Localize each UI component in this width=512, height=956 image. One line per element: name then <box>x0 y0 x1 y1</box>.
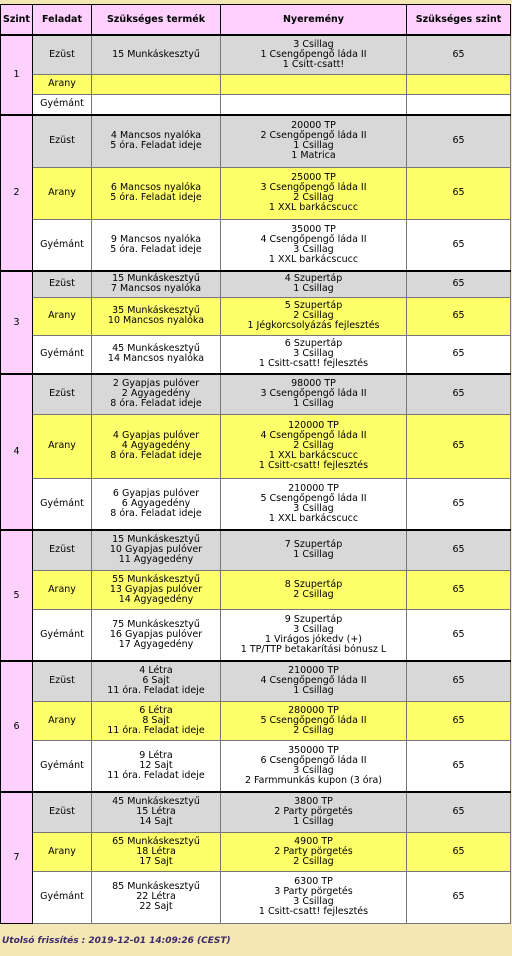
product-line: 7 Mancsos nyalóka <box>110 283 202 295</box>
reward-line: 1 XXL barkácscucc <box>268 512 359 524</box>
product-cell <box>92 271 221 297</box>
reward-line: 3 Csengőpengő láda II <box>260 182 367 193</box>
reward-cell <box>221 414 407 478</box>
reward-line: 3 Csillag <box>293 243 334 255</box>
table-row <box>1 35 511 74</box>
task-type-cell: Arany <box>33 832 92 871</box>
required-level-cell: 65 <box>407 414 511 478</box>
reward-line: 1 Csillag <box>293 816 334 828</box>
required-level-cell: 65 <box>407 701 511 740</box>
table-row <box>1 115 511 167</box>
product-cell <box>92 297 221 335</box>
reward-line: 210000 TP <box>288 665 339 677</box>
required-level-cell: 65 <box>407 374 511 414</box>
task-type-cell: Arany <box>33 74 92 94</box>
product-line: 13 Gyapjas pulóver <box>109 583 203 595</box>
table-row <box>1 374 511 414</box>
product-line: 45 Munkáskesztyű <box>112 796 200 808</box>
product-cell <box>92 414 221 478</box>
reward-line: 1 Csitt-csatt! fejlesztés <box>258 460 369 471</box>
product-line: 6 Mancsos nyalóka <box>110 182 202 193</box>
reward-line: 3 Csillag <box>293 764 334 776</box>
task-type-cell: Ezüst <box>33 35 92 74</box>
product-line: 12 Sajt <box>139 759 173 771</box>
table-body <box>1 35 511 923</box>
last-updated: Utolsó frissítés : 2019-12-01 14:09:26 (CEST) <box>2 936 231 946</box>
product-line: 35 Munkáskesztyű <box>112 305 200 316</box>
product-line: 85 Munkáskesztyű <box>112 881 200 892</box>
reward-line: 3 Csillag <box>293 38 334 50</box>
reward-line: 2 Csillag <box>293 310 334 321</box>
product-cell <box>92 167 221 219</box>
reward-line: 1 Csitt-csatt! fejlesztés <box>258 906 369 917</box>
reward-line: 1 Virágos jókedv (+) <box>264 633 363 645</box>
reward-cell <box>221 570 407 609</box>
product-cell <box>92 871 221 923</box>
reward-cell <box>221 871 407 923</box>
reward-line: 350000 TP <box>288 744 339 756</box>
product-cell <box>92 374 221 414</box>
required-level-cell: 65 <box>407 661 511 701</box>
product-line: 11 óra. Feladat ideje <box>107 769 205 781</box>
reward-line: 4 Szupertáp <box>284 273 343 285</box>
product-line: 9 Létra <box>139 749 173 761</box>
required-level-cell: 65 <box>407 167 511 219</box>
reward-line: 1 XXL barkácscucc <box>268 253 359 265</box>
table-row <box>1 335 511 374</box>
product-line: 45 Munkáskesztyű <box>112 343 200 355</box>
reward-line: 1 Csengőpengő láda II <box>260 48 367 60</box>
reward-line: 4 Csengőpengő láda II <box>260 675 367 687</box>
reward-line: 9 Szupertáp <box>284 613 343 625</box>
product-cell <box>92 530 221 570</box>
product-line: 65 Munkáskesztyű <box>112 835 200 847</box>
header-task: Feladat <box>33 5 92 36</box>
level-cell: 7 <box>1 792 33 923</box>
reward-line: 4900 TP <box>294 835 333 847</box>
product-cell <box>92 609 221 661</box>
required-level-cell: 65 <box>407 335 511 374</box>
required-level-cell: 65 <box>407 570 511 609</box>
product-line: 11 óra. Feladat ideje <box>107 685 205 697</box>
reward-cell <box>221 35 407 74</box>
reward-cell <box>221 335 407 374</box>
product-line: 6 Agyagedény <box>121 497 191 509</box>
required-level-cell: 65 <box>407 740 511 792</box>
reward-line: 1 Csillag <box>293 140 334 152</box>
product-line: 14 Mancsos nyalóka <box>107 353 205 365</box>
reward-line: 1 XXL barkácscucc <box>268 202 359 213</box>
reward-cell <box>221 271 407 297</box>
product-line: 10 Mancsos nyalóka <box>107 315 205 326</box>
required-level-cell: 65 <box>407 219 511 271</box>
task-type-cell: Gyémánt <box>33 219 92 271</box>
reward-cell <box>221 832 407 871</box>
product-line: 2 Gyapjas pulóver <box>112 378 200 390</box>
reward-cell <box>221 740 407 792</box>
reward-cell <box>221 115 407 167</box>
product-line: 4 Létra <box>139 665 173 677</box>
product-cell <box>92 570 221 609</box>
product-line: 17 Sajt <box>139 855 173 867</box>
product-line: 8 Sajt <box>142 714 170 726</box>
reward-line: 1 XXL barkácscucc <box>268 450 359 461</box>
table-row <box>1 832 511 871</box>
product-line: 8 óra. Feladat ideje <box>110 507 202 519</box>
product-line: 8 óra. Feladat ideje <box>110 398 202 410</box>
reward-line: 4 Csengőpengő láda II <box>260 233 367 245</box>
reward-line: 5 Szupertáp <box>284 300 343 311</box>
task-type-cell: Gyémánt <box>33 478 92 530</box>
product-line: 14 Agyagedény <box>118 593 194 605</box>
task-type-cell: Arany <box>33 167 92 219</box>
reward-line: 98000 TP <box>291 378 336 390</box>
reward-line: 2 Csillag <box>293 192 334 203</box>
task-type-cell: Ezüst <box>33 530 92 570</box>
task-type-cell: Ezüst <box>33 271 92 297</box>
task-type-cell: Gyémánt <box>33 871 92 923</box>
table-row <box>1 661 511 701</box>
reward-line: 35000 TP <box>291 223 336 235</box>
level-cell: 4 <box>1 374 33 530</box>
product-line: 14 Sajt <box>139 816 173 828</box>
reward-line: 3 Csillag <box>293 348 334 360</box>
reward-cell <box>221 374 407 414</box>
reward-cell <box>221 94 407 115</box>
table-row <box>1 94 511 115</box>
reward-line: 3 Party pörgetés <box>274 886 353 897</box>
reward-line: 6 Szupertáp <box>284 338 343 350</box>
product-cell <box>92 219 221 271</box>
table-row <box>1 271 511 297</box>
reward-line: 5 Csengőpengő láda II <box>260 714 367 726</box>
reward-line: 3800 TP <box>294 796 333 808</box>
level-cell: 6 <box>1 661 33 792</box>
reward-line: 6 Csengőpengő láda II <box>260 754 367 766</box>
reward-line: 4 Csengőpengő láda II <box>260 430 367 441</box>
task-type-cell: Arany <box>33 414 92 478</box>
reward-line: 7 Szupertáp <box>284 539 343 551</box>
table-row <box>1 871 511 923</box>
product-cell <box>92 478 221 530</box>
task-type-cell: Gyémánt <box>33 94 92 115</box>
required-level-cell: 65 <box>407 530 511 570</box>
reward-line: 1 Csitt-csatt! <box>282 58 345 70</box>
reward-line: 2 Csillag <box>293 855 334 867</box>
task-type-cell: Ezüst <box>33 115 92 167</box>
required-level-cell <box>407 74 511 94</box>
header-row <box>1 5 511 36</box>
task-type-cell: Ezüst <box>33 661 92 701</box>
level-cell: 3 <box>1 271 33 374</box>
product-line: 6 Gyapjas pulóver <box>112 487 200 499</box>
reward-cell <box>221 74 407 94</box>
required-level-cell: 65 <box>407 792 511 832</box>
reward-line: 210000 TP <box>288 482 339 494</box>
required-level-cell <box>407 94 511 115</box>
product-line: 5 óra. Feladat ideje <box>110 243 202 255</box>
task-type-cell: Arany <box>33 701 92 740</box>
reward-cell <box>221 792 407 832</box>
task-type-cell: Ezüst <box>33 792 92 832</box>
reward-line: 2 Csillag <box>293 440 334 451</box>
product-line: 9 Mancsos nyalóka <box>110 233 202 245</box>
reward-cell <box>221 167 407 219</box>
required-level-cell: 65 <box>407 35 511 74</box>
reward-line: 5 Csengőpengő láda II <box>260 492 367 504</box>
reward-cell <box>221 701 407 740</box>
table-row <box>1 297 511 335</box>
product-cell <box>92 701 221 740</box>
reward-line: 1 Csitt-csatt! fejlesztés <box>258 358 369 370</box>
header-level: Szint <box>1 5 33 36</box>
level-cell: 2 <box>1 115 33 271</box>
reward-line: 8 Szupertáp <box>284 578 343 590</box>
product-line: 11 Agyagedény <box>118 554 194 566</box>
product-cell <box>92 335 221 374</box>
reward-line: 280000 TP <box>288 704 339 716</box>
reward-cell <box>221 609 407 661</box>
product-line: 22 Sajt <box>139 901 173 912</box>
table-row <box>1 74 511 94</box>
task-type-cell: Gyémánt <box>33 740 92 792</box>
product-cell <box>92 115 221 167</box>
header-reward: Nyeremény <box>221 5 407 36</box>
reward-line: 1 Csillag <box>293 283 334 295</box>
product-line: 55 Munkáskesztyű <box>112 573 200 585</box>
reward-line: 1 TP/TTP betakarítási bónusz L <box>240 643 387 655</box>
reward-line: 2 Party pörgetés <box>274 845 353 857</box>
product-cell <box>92 74 221 94</box>
table-row <box>1 478 511 530</box>
level-cell: 5 <box>1 530 33 661</box>
reward-line: 1 Csillag <box>293 685 334 697</box>
table-row <box>1 570 511 609</box>
reward-cell <box>221 478 407 530</box>
product-line: 15 Munkáskesztyű <box>112 48 200 60</box>
product-cell <box>92 35 221 74</box>
required-level-cell: 65 <box>407 297 511 335</box>
reward-line: 1 Csillag <box>293 549 334 561</box>
product-line: 22 Létra <box>136 891 176 902</box>
task-type-cell: Arany <box>33 297 92 335</box>
reward-line: 2 Csengőpengő láda II <box>260 130 367 142</box>
product-line: 4 Agyagedény <box>121 440 191 451</box>
reward-line: 20000 TP <box>291 120 336 132</box>
required-level-cell: 65 <box>407 832 511 871</box>
reward-line: 3 Csillag <box>293 896 334 907</box>
product-line: 75 Munkáskesztyű <box>112 618 200 630</box>
required-level-cell: 65 <box>407 871 511 923</box>
product-line: 6 Létra <box>139 704 173 716</box>
product-cell <box>92 832 221 871</box>
reward-line: 2 Party pörgetés <box>274 806 353 818</box>
table-row <box>1 167 511 219</box>
product-line: 17 Agyagedény <box>118 638 194 650</box>
reward-cell <box>221 530 407 570</box>
product-line: 8 óra. Feladat ideje <box>110 450 202 461</box>
table-row <box>1 740 511 792</box>
table-row <box>1 701 511 740</box>
product-cell <box>92 661 221 701</box>
product-line: 6 Sajt <box>142 675 170 687</box>
product-line: 16 Gyapjas pulóver <box>109 628 203 640</box>
table-row <box>1 219 511 271</box>
reward-cell <box>221 219 407 271</box>
table-row <box>1 414 511 478</box>
required-level-cell: 65 <box>407 478 511 530</box>
reward-line: 120000 TP <box>288 420 339 431</box>
header-required-level: Szükséges szint <box>407 5 511 36</box>
reward-line: 6300 TP <box>294 876 333 887</box>
reward-cell <box>221 661 407 701</box>
task-type-cell: Gyémánt <box>33 335 92 374</box>
product-line: 2 Agyagedény <box>121 388 191 400</box>
product-cell <box>92 94 221 115</box>
reward-line: 3 Csillag <box>293 502 334 514</box>
reward-line: 1 Matrica <box>291 150 336 162</box>
task-type-cell: Ezüst <box>33 374 92 414</box>
product-line: 4 Mancsos nyalóka <box>110 130 202 142</box>
product-cell <box>92 792 221 832</box>
required-level-cell: 65 <box>407 115 511 167</box>
reward-cell <box>221 297 407 335</box>
level-cell: 1 <box>1 35 33 115</box>
product-line: 5 óra. Feladat ideje <box>110 140 202 152</box>
table-row <box>1 530 511 570</box>
quest-table <box>0 4 511 924</box>
reward-line: 2 Csillag <box>293 588 334 600</box>
reward-line: 3 Csillag <box>293 623 334 635</box>
required-level-cell: 65 <box>407 271 511 297</box>
reward-line: 1 Jégkorcsolyázás fejlesztés <box>247 320 380 331</box>
product-line: 11 óra. Feladat ideje <box>107 724 205 736</box>
product-line: 15 Létra <box>136 806 176 818</box>
reward-line: 25000 TP <box>291 172 336 183</box>
product-line: 5 óra. Feladat ideje <box>110 192 202 203</box>
product-line: 18 Létra <box>136 845 176 857</box>
reward-line: 3 Csengőpengő láda II <box>260 388 367 400</box>
product-line: 10 Gyapjas pulóver <box>109 544 203 556</box>
task-type-cell: Arany <box>33 570 92 609</box>
product-line: 15 Munkáskesztyű <box>112 534 200 546</box>
table-row <box>1 792 511 832</box>
product-line: 15 Munkáskesztyű <box>112 273 200 285</box>
task-type-cell: Gyémánt <box>33 609 92 661</box>
reward-line: 2 Farmmunkás kupon (3 óra) <box>244 774 383 786</box>
product-line: 4 Gyapjas pulóver <box>112 430 200 441</box>
header-product: Szükséges termék <box>92 5 221 36</box>
reward-line: 2 Csillag <box>293 724 334 736</box>
table-row <box>1 609 511 661</box>
reward-line: 1 Csillag <box>293 398 334 410</box>
required-level-cell: 65 <box>407 609 511 661</box>
product-cell <box>92 740 221 792</box>
